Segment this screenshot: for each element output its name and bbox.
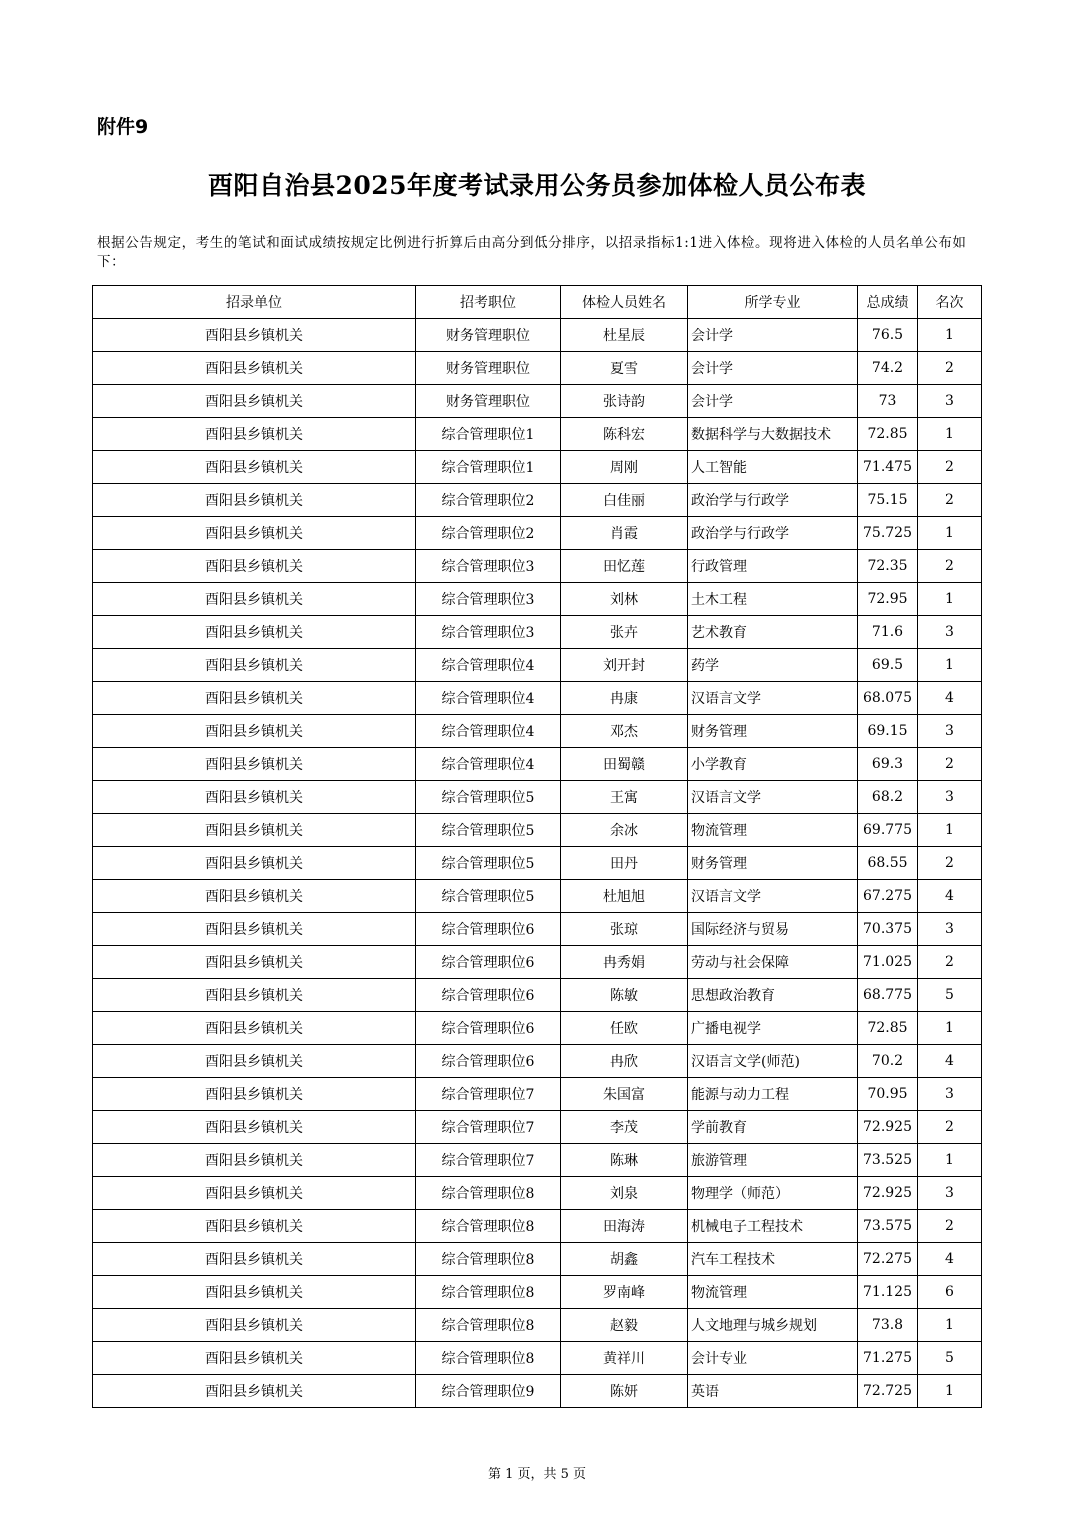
intro-paragraph: 根据公告规定，考生的笔试和面试成绩按规定比例进行折算后由高分到低分排序，以招录指标1:1进入体检。现将进入体检的人员名单公布如下： <box>97 235 967 270</box>
cell-name: 田海涛 <box>561 1210 688 1243</box>
cell-rank: 1 <box>918 1375 982 1408</box>
table-row <box>93 517 982 550</box>
column-header-position: 招考职位 <box>416 286 561 319</box>
cell-unit: 酉阳县乡镇机关 <box>93 319 416 352</box>
cell-position: 综合管理职位4 <box>416 682 561 715</box>
cell-position: 综合管理职位4 <box>416 715 561 748</box>
cell-unit: 酉阳县乡镇机关 <box>93 418 416 451</box>
cell-major: 会计学 <box>688 319 858 352</box>
cell-name: 李茂 <box>561 1111 688 1144</box>
attachment-label: 附件9 <box>97 116 149 138</box>
table-row <box>93 1045 982 1078</box>
cell-position: 综合管理职位6 <box>416 1045 561 1078</box>
table-row <box>93 1276 982 1309</box>
cell-position: 综合管理职位8 <box>416 1210 561 1243</box>
cell-major: 土木工程 <box>688 583 858 616</box>
column-header-name: 体检人员姓名 <box>561 286 688 319</box>
cell-rank: 3 <box>918 385 982 418</box>
cell-major: 行政管理 <box>688 550 858 583</box>
cell-unit: 酉阳县乡镇机关 <box>93 1144 416 1177</box>
cell-rank: 2 <box>918 946 982 979</box>
cell-position: 综合管理职位5 <box>416 781 561 814</box>
cell-score: 73 <box>858 385 918 418</box>
cell-major: 旅游管理 <box>688 1144 858 1177</box>
cell-score: 71.125 <box>858 1276 918 1309</box>
cell-position: 综合管理职位3 <box>416 550 561 583</box>
cell-score: 71.475 <box>858 451 918 484</box>
cell-name: 余冰 <box>561 814 688 847</box>
cell-unit: 酉阳县乡镇机关 <box>93 616 416 649</box>
cell-rank: 1 <box>918 1012 982 1045</box>
cell-score: 72.95 <box>858 583 918 616</box>
cell-position: 综合管理职位6 <box>416 1012 561 1045</box>
cell-major: 汉语言文学(师范) <box>688 1045 858 1078</box>
cell-major: 会计专业 <box>688 1342 858 1375</box>
table-row <box>93 550 982 583</box>
cell-score: 73.575 <box>858 1210 918 1243</box>
table-row <box>93 946 982 979</box>
cell-unit: 酉阳县乡镇机关 <box>93 484 416 517</box>
cell-score: 72.925 <box>858 1111 918 1144</box>
cell-major: 英语 <box>688 1375 858 1408</box>
cell-unit: 酉阳县乡镇机关 <box>93 352 416 385</box>
cell-name: 胡鑫 <box>561 1243 688 1276</box>
page-footer: 第 1 页，共 5 页 <box>487 1467 587 1482</box>
cell-position: 综合管理职位8 <box>416 1177 561 1210</box>
cell-name: 陈敏 <box>561 979 688 1012</box>
cell-name: 陈妍 <box>561 1375 688 1408</box>
cell-score: 75.725 <box>858 517 918 550</box>
cell-major: 劳动与社会保障 <box>688 946 858 979</box>
cell-position: 综合管理职位5 <box>416 847 561 880</box>
column-header-score: 总成绩 <box>858 286 918 319</box>
cell-rank: 2 <box>918 550 982 583</box>
cell-rank: 1 <box>918 649 982 682</box>
cell-rank: 3 <box>918 616 982 649</box>
cell-name: 白佳丽 <box>561 484 688 517</box>
cell-name: 张诗韵 <box>561 385 688 418</box>
cell-position: 综合管理职位5 <box>416 814 561 847</box>
cell-rank: 2 <box>918 847 982 880</box>
cell-unit: 酉阳县乡镇机关 <box>93 748 416 781</box>
table-row <box>93 880 982 913</box>
table-row <box>93 1078 982 1111</box>
cell-rank: 2 <box>918 451 982 484</box>
cell-score: 69.15 <box>858 715 918 748</box>
cell-unit: 酉阳县乡镇机关 <box>93 550 416 583</box>
cell-major: 人文地理与城乡规划 <box>688 1309 858 1342</box>
cell-unit: 酉阳县乡镇机关 <box>93 847 416 880</box>
cell-position: 综合管理职位4 <box>416 748 561 781</box>
cell-major: 人工智能 <box>688 451 858 484</box>
cell-rank: 2 <box>918 748 982 781</box>
cell-unit: 酉阳县乡镇机关 <box>93 1111 416 1144</box>
cell-name: 田蜀赣 <box>561 748 688 781</box>
table-row <box>93 451 982 484</box>
cell-rank: 1 <box>918 1309 982 1342</box>
cell-position: 财务管理职位 <box>416 385 561 418</box>
table-row <box>93 781 982 814</box>
cell-name: 陈琳 <box>561 1144 688 1177</box>
cell-rank: 4 <box>918 682 982 715</box>
table-row <box>93 748 982 781</box>
cell-score: 75.15 <box>858 484 918 517</box>
cell-score: 72.85 <box>858 1012 918 1045</box>
cell-unit: 酉阳县乡镇机关 <box>93 385 416 418</box>
cell-major: 政治学与行政学 <box>688 517 858 550</box>
cell-rank: 1 <box>918 517 982 550</box>
column-header-unit: 招录单位 <box>93 286 416 319</box>
cell-major: 财务管理 <box>688 715 858 748</box>
cell-major: 小学教育 <box>688 748 858 781</box>
cell-position: 综合管理职位1 <box>416 451 561 484</box>
cell-position: 财务管理职位 <box>416 319 561 352</box>
cell-rank: 4 <box>918 1045 982 1078</box>
results-table <box>92 285 982 1408</box>
cell-score: 71.275 <box>858 1342 918 1375</box>
cell-score: 68.075 <box>858 682 918 715</box>
cell-score: 68.775 <box>858 979 918 1012</box>
cell-unit: 酉阳县乡镇机关 <box>93 1342 416 1375</box>
table-row <box>93 913 982 946</box>
cell-position: 综合管理职位7 <box>416 1111 561 1144</box>
table-row <box>93 1012 982 1045</box>
cell-score: 71.6 <box>858 616 918 649</box>
cell-rank: 2 <box>918 484 982 517</box>
cell-name: 冉欣 <box>561 1045 688 1078</box>
cell-major: 汽车工程技术 <box>688 1243 858 1276</box>
cell-position: 综合管理职位8 <box>416 1309 561 1342</box>
cell-score: 72.725 <box>858 1375 918 1408</box>
table-row <box>93 1177 982 1210</box>
cell-major: 会计学 <box>688 352 858 385</box>
cell-unit: 酉阳县乡镇机关 <box>93 1375 416 1408</box>
table-row <box>93 1375 982 1408</box>
table-row <box>93 649 982 682</box>
cell-name: 张琼 <box>561 913 688 946</box>
table-row <box>93 715 982 748</box>
cell-rank: 1 <box>918 319 982 352</box>
table-row <box>93 847 982 880</box>
cell-rank: 5 <box>918 979 982 1012</box>
cell-unit: 酉阳县乡镇机关 <box>93 715 416 748</box>
table-row <box>93 418 982 451</box>
cell-name: 杜星辰 <box>561 319 688 352</box>
column-header-rank: 名次 <box>918 286 982 319</box>
cell-major: 能源与动力工程 <box>688 1078 858 1111</box>
cell-score: 67.275 <box>858 880 918 913</box>
cell-unit: 酉阳县乡镇机关 <box>93 451 416 484</box>
cell-position: 综合管理职位8 <box>416 1276 561 1309</box>
cell-score: 73.525 <box>858 1144 918 1177</box>
cell-score: 69.775 <box>858 814 918 847</box>
cell-position: 财务管理职位 <box>416 352 561 385</box>
cell-name: 周刚 <box>561 451 688 484</box>
table-row <box>93 352 982 385</box>
table-row <box>93 616 982 649</box>
table-row <box>93 682 982 715</box>
cell-unit: 酉阳县乡镇机关 <box>93 1309 416 1342</box>
cell-unit: 酉阳县乡镇机关 <box>93 1210 416 1243</box>
table-row <box>93 484 982 517</box>
column-header-major: 所学专业 <box>688 286 858 319</box>
cell-name: 田忆莲 <box>561 550 688 583</box>
cell-rank: 2 <box>918 1210 982 1243</box>
cell-rank: 3 <box>918 715 982 748</box>
cell-position: 综合管理职位3 <box>416 583 561 616</box>
cell-major: 艺术教育 <box>688 616 858 649</box>
cell-position: 综合管理职位2 <box>416 517 561 550</box>
table-header-row <box>93 286 982 319</box>
cell-score: 68.55 <box>858 847 918 880</box>
cell-score: 70.375 <box>858 913 918 946</box>
cell-score: 74.2 <box>858 352 918 385</box>
cell-rank: 6 <box>918 1276 982 1309</box>
cell-unit: 酉阳县乡镇机关 <box>93 1078 416 1111</box>
cell-rank: 1 <box>918 814 982 847</box>
cell-name: 赵毅 <box>561 1309 688 1342</box>
cell-name: 冉康 <box>561 682 688 715</box>
cell-unit: 酉阳县乡镇机关 <box>93 1276 416 1309</box>
cell-unit: 酉阳县乡镇机关 <box>93 814 416 847</box>
table-row <box>93 814 982 847</box>
cell-position: 综合管理职位8 <box>416 1243 561 1276</box>
table-row <box>93 1243 982 1276</box>
cell-position: 综合管理职位3 <box>416 616 561 649</box>
cell-major: 学前教育 <box>688 1111 858 1144</box>
cell-rank: 4 <box>918 880 982 913</box>
cell-name: 刘林 <box>561 583 688 616</box>
cell-unit: 酉阳县乡镇机关 <box>93 583 416 616</box>
cell-unit: 酉阳县乡镇机关 <box>93 1012 416 1045</box>
cell-major: 财务管理 <box>688 847 858 880</box>
cell-score: 70.95 <box>858 1078 918 1111</box>
cell-unit: 酉阳县乡镇机关 <box>93 1243 416 1276</box>
cell-name: 肖霞 <box>561 517 688 550</box>
cell-rank: 1 <box>918 583 982 616</box>
cell-score: 71.025 <box>858 946 918 979</box>
cell-name: 冉秀娟 <box>561 946 688 979</box>
cell-position: 综合管理职位9 <box>416 1375 561 1408</box>
table-row <box>93 319 982 352</box>
cell-name: 刘开封 <box>561 649 688 682</box>
table-row <box>93 979 982 1012</box>
cell-position: 综合管理职位6 <box>416 946 561 979</box>
cell-score: 69.5 <box>858 649 918 682</box>
cell-score: 72.85 <box>858 418 918 451</box>
cell-major: 政治学与行政学 <box>688 484 858 517</box>
cell-name: 罗南峰 <box>561 1276 688 1309</box>
cell-rank: 2 <box>918 352 982 385</box>
cell-unit: 酉阳县乡镇机关 <box>93 781 416 814</box>
cell-unit: 酉阳县乡镇机关 <box>93 682 416 715</box>
cell-major: 会计学 <box>688 385 858 418</box>
cell-major: 物理学（师范） <box>688 1177 858 1210</box>
cell-name: 朱国富 <box>561 1078 688 1111</box>
table-row <box>93 385 982 418</box>
cell-name: 刘泉 <box>561 1177 688 1210</box>
cell-position: 综合管理职位7 <box>416 1144 561 1177</box>
cell-major: 汉语言文学 <box>688 682 858 715</box>
cell-name: 张卉 <box>561 616 688 649</box>
cell-unit: 酉阳县乡镇机关 <box>93 517 416 550</box>
table-row <box>93 1111 982 1144</box>
cell-rank: 3 <box>918 781 982 814</box>
cell-unit: 酉阳县乡镇机关 <box>93 913 416 946</box>
cell-major: 汉语言文学 <box>688 880 858 913</box>
cell-unit: 酉阳县乡镇机关 <box>93 1177 416 1210</box>
cell-rank: 1 <box>918 418 982 451</box>
cell-unit: 酉阳县乡镇机关 <box>93 649 416 682</box>
table-row <box>93 1210 982 1243</box>
cell-score: 76.5 <box>858 319 918 352</box>
cell-position: 综合管理职位6 <box>416 979 561 1012</box>
table-body <box>93 319 982 1408</box>
cell-major: 广播电视学 <box>688 1012 858 1045</box>
cell-position: 综合管理职位2 <box>416 484 561 517</box>
cell-position: 综合管理职位4 <box>416 649 561 682</box>
cell-major: 思想政治教育 <box>688 979 858 1012</box>
cell-position: 综合管理职位8 <box>416 1342 561 1375</box>
cell-major: 机械电子工程技术 <box>688 1210 858 1243</box>
cell-name: 任欧 <box>561 1012 688 1045</box>
cell-score: 72.925 <box>858 1177 918 1210</box>
cell-rank: 5 <box>918 1342 982 1375</box>
cell-score: 73.8 <box>858 1309 918 1342</box>
cell-name: 王寓 <box>561 781 688 814</box>
cell-major: 数据科学与大数据技术 <box>688 418 858 451</box>
cell-score: 69.3 <box>858 748 918 781</box>
cell-unit: 酉阳县乡镇机关 <box>93 946 416 979</box>
cell-unit: 酉阳县乡镇机关 <box>93 979 416 1012</box>
cell-position: 综合管理职位1 <box>416 418 561 451</box>
cell-rank: 4 <box>918 1243 982 1276</box>
cell-major: 汉语言文学 <box>688 781 858 814</box>
cell-name: 黄祥川 <box>561 1342 688 1375</box>
table-row <box>93 1144 982 1177</box>
cell-unit: 酉阳县乡镇机关 <box>93 880 416 913</box>
cell-position: 综合管理职位5 <box>416 880 561 913</box>
cell-name: 陈科宏 <box>561 418 688 451</box>
cell-name: 田丹 <box>561 847 688 880</box>
table-row <box>93 1342 982 1375</box>
cell-rank: 3 <box>918 1177 982 1210</box>
cell-major: 物流管理 <box>688 1276 858 1309</box>
cell-major: 药学 <box>688 649 858 682</box>
cell-major: 国际经济与贸易 <box>688 913 858 946</box>
cell-score: 72.35 <box>858 550 918 583</box>
cell-score: 68.2 <box>858 781 918 814</box>
cell-score: 70.2 <box>858 1045 918 1078</box>
cell-position: 综合管理职位6 <box>416 913 561 946</box>
cell-major: 物流管理 <box>688 814 858 847</box>
cell-name: 邓杰 <box>561 715 688 748</box>
cell-rank: 3 <box>918 1078 982 1111</box>
cell-rank: 3 <box>918 913 982 946</box>
page-title: 酉阳自治县2025年度考试录用公务员参加体检人员公布表 <box>207 171 867 200</box>
cell-name: 杜旭旭 <box>561 880 688 913</box>
cell-name: 夏雪 <box>561 352 688 385</box>
table-row <box>93 1309 982 1342</box>
cell-rank: 1 <box>918 1144 982 1177</box>
cell-position: 综合管理职位7 <box>416 1078 561 1111</box>
cell-rank: 2 <box>918 1111 982 1144</box>
cell-unit: 酉阳县乡镇机关 <box>93 1045 416 1078</box>
cell-score: 72.275 <box>858 1243 918 1276</box>
table-row <box>93 583 982 616</box>
